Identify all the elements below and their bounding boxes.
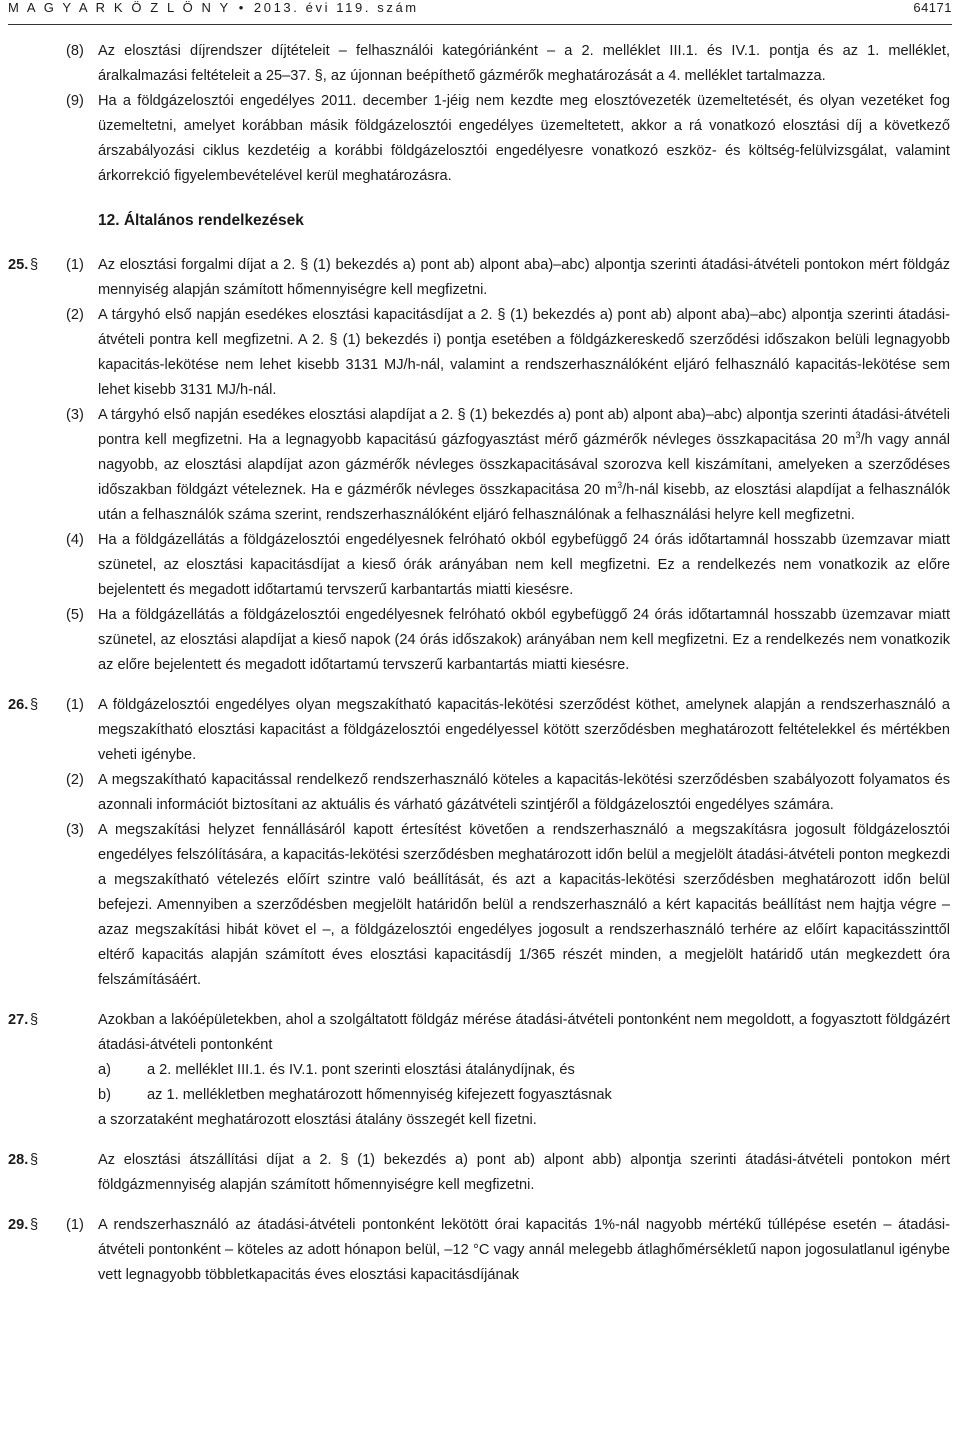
- paragraph-text: az 1. mellékletben meghatározott hőmennyiség kifejezett fogyasztásnak: [147, 1087, 612, 1103]
- subsection: [0, 818, 960, 993]
- paragraph-text: A megszakítható kapacitással rendelkező rendszerhasználó köteles a kapacitás-lekötési szerződésben szabályozott folyamatos és azonnali információt biztosítani az aktuális és várható gázátvételi szintjéről a földgázelosztói engedélyes számára.: [98, 772, 950, 813]
- section-symbol: §: [30, 1217, 39, 1233]
- page-number: 64171: [913, 0, 952, 15]
- running-header: [8, 0, 952, 26]
- subsection-number: (3): [66, 407, 84, 423]
- paragraph-text: Az elosztási díjrendszer díjtételeit – felhasználói kategóriánként – a 2. melléklet III.1. és IV.1. pontja és az 1. melléklet, áralkalmazási feltételeit a 25–37. §, az újonnan beépíthető gázmérők meghatározását a 4. melléklet tartalmazza.: [98, 43, 950, 84]
- subsection: [0, 303, 960, 403]
- list-item: [0, 1058, 960, 1083]
- section-number: 29.: [8, 1217, 29, 1233]
- list-label: a): [98, 1062, 111, 1078]
- subsection: [0, 403, 960, 528]
- subsection: [0, 253, 960, 303]
- paragraph-text: a 2. melléklet III.1. és IV.1. pont szerinti elosztási átalánydíjnak, és: [147, 1062, 575, 1078]
- subsection: [0, 39, 960, 89]
- subsection: [0, 603, 960, 678]
- list-label: b): [98, 1087, 111, 1103]
- section-symbol: §: [30, 257, 39, 273]
- superscript: 3: [855, 430, 861, 441]
- issue-number: 2013. évi 119. szám: [253, 0, 419, 15]
- subsection: [0, 693, 960, 768]
- paragraph-text: A rendszerhasználó az átadási-átvételi pontonként lekötött órai kapacitás 1%-nál nagyobb mértékű túllépése esetén – átadási-átvételi pontonként – köteles az adott hónapon belül, –12 °C vagy annál melegebb átlaghőmérsékletű napon jogosulatlanul igénybe vett legnagyobb többletkapacitás éves elosztási kapacitásdíjának: [98, 1217, 950, 1283]
- subsection-text: [98, 407, 950, 523]
- paragraph-text: a szorzataként meghatározott elosztási átalány összegét kell fizetni.: [98, 1112, 537, 1128]
- section-symbol: §: [30, 697, 39, 713]
- header-left: [8, 0, 419, 15]
- subsection-number: (1): [66, 257, 84, 273]
- superscript: 3: [617, 480, 623, 491]
- section-number: 27.: [8, 1012, 29, 1028]
- text-run: /h vagy annál nagyobb, az elosztási alapdíjat azon gázmérők névleges összkapacitásával szorozva kell kiszámítani, amelyeken a szerződéses időszakban földgázt vételeznek. Ha e gázmérők névleges összkapacitása 20 m: [98, 432, 950, 498]
- paragraph-text: Ha a földgázelosztói engedélyes 2011. december 1-jéig nem kezdte meg elosztóvezeték üzemeltetését, és olyan vezetéket fog üzemeltetni, amelyet korábban másik földgázelosztói engedélyes üzemeltetett, akkor a rá vonatkozó elosztási díj a következő árszabályozási ciklus kezdetéig a korábbi földgázelosztói engedélyesre vonatkozó eszköz- és költség-felülvizsgálat, valamint árkorrekció figyelembevételével kerül meghatározásra.: [98, 93, 950, 184]
- paragraph-text: Ha a földgázellátás a földgázelosztói engedélyesnek felróható okból egybefüggő 24 órás időtartamnál hosszabb üzemzavar miatt szünetel, az elosztási kapacitásdíjat a kieső órák arányában nem kell megfizetni. Ez a rendelkezés nem vonatkozik az előre bejelentett és megadott időtartamú tervszerű karbantartás miatti kiesésre.: [98, 532, 950, 598]
- paragraph: [0, 1008, 960, 1058]
- document-body: [0, 39, 960, 1288]
- section-spacer: [0, 678, 960, 693]
- subsection-number: (5): [66, 607, 84, 623]
- section-number: 26.: [8, 697, 29, 713]
- section-heading: 12. Általános rendelkezések: [98, 212, 304, 229]
- section-spacer: [0, 1198, 960, 1213]
- subsection-number: (1): [66, 697, 84, 713]
- subsection: [0, 528, 960, 603]
- subsection-number: (9): [66, 93, 84, 109]
- text-run: A tárgyhó első napján esedékes elosztási alapdíjat a 2. § (1) bekezdés a) pont ab) alpont aba)–abc) alpontja szerinti átadási-átvételi pontra kell megfizetni. Ha a legnagyobb kapacitású gázfogyasztást mérő gázmérők névleges összkapacitása 20 m: [98, 407, 950, 448]
- paragraph: [0, 1148, 960, 1198]
- section-symbol: §: [30, 1012, 39, 1028]
- header-bullet: •: [238, 0, 246, 15]
- section-symbol: §: [30, 1152, 39, 1168]
- header-rule: [8, 24, 952, 25]
- subsection-number: (3): [66, 822, 84, 838]
- subsection: [0, 89, 960, 189]
- subsection-number: (2): [66, 307, 84, 323]
- paragraph-text: A földgázelosztói engedélyes olyan megszakítható kapacitás-lekötési szerződést köthet, amelynek alapján a rendszerhasználó a megszakítható elosztási kapacitást a földgázelosztói engedélyessel kötött szerződésben meghatározott feltételekkel és mértékben veheti igénybe.: [98, 697, 950, 763]
- paragraph-text: Azokban a lakóépületekben, ahol a szolgáltatott földgáz mérése átadási-átvételi pontonként nem megoldott, a fogyasztott földgázért átadási-átvételi pontonként: [98, 1012, 950, 1053]
- paragraph-text: A megszakítási helyzet fennállásáról kapott értesítést követően a rendszerhasználó a megszakításra jogosult földgázelosztói engedélyes felszólítására, a kapacitás-lekötési szerződésben meghatározott időn belül a megjelölt átadási-átvételi ponton megkezdi a megszakítható vételezés előírt szintre való beállítását, és azt a kapacitás-lekötési szerződésben meghatározott időn belül befejezi. Amennyiben a szerződésben megjelölt határidőn belül a rendszerhasználó a kért kapacitás beállítást nem hajtja végre – azaz megszakítási hibát követ el –, a földgázelosztói engedélyes jogosult a rendszerhasználó terhére az előírt kapacitásszinttől eltérő kapacitás alapján számított éves elosztási kapacitásdíj 1/365 részét minden, a megjelölt határidő után megkezdett óra felszámításáért.: [98, 822, 950, 988]
- section-number: 25.: [8, 257, 29, 273]
- paragraph-text: Az elosztási forgalmi díjat a 2. § (1) bekezdés a) pont ab) alpont aba)–abc) alpontja szerinti átadási-átvételi pontokon mért földgáz mennyiség alapján számított hőmennyiségre kell megfizetni.: [98, 257, 950, 298]
- paragraph-text: A tárgyhó első napján esedékes elosztási kapacitásdíjat a 2. § (1) bekezdés a) pont ab) alpont aba)–abc) alpontja szerinti átadási-átvételi pontra kell megfizetni. A 2. § (1) bekezdés i) pontja esetében a földgázkereskedő szerződési időszakon belüli legnagyobb kapacitás-lekötése nem lehet kisebb 3131 MJ/h-nál, valamint a rendszerhasználóként eljáró felhasználó kapacitás-lekötése sem lehet kisebb 3131 MJ/h-nál.: [98, 307, 950, 398]
- section-spacer: [0, 993, 960, 1008]
- paragraph: [0, 1108, 960, 1133]
- section-spacer: [0, 1133, 960, 1148]
- subsection-number: (2): [66, 772, 84, 788]
- subsection-number: (8): [66, 43, 84, 59]
- paragraph-text: Ha a földgázellátás a földgázelosztói engedélyesnek felróható okból egybefüggő 24 órás időtartamnál hosszabb üzemzavar miatt szünetel, az elosztási alapdíjat a kieső napok (24 órás időszakok) arányában nem kell megfizetni. Ez a rendelkezés nem vonatkozik az előre bejelentett és megadott időtartamú tervszerű karbantartás miatti kiesésre.: [98, 607, 950, 673]
- paragraph-text: Az elosztási átszállítási díjat a 2. § (1) bekezdés a) pont ab) alpont abb) alpontja szerinti átadási-átvételi pontokon mért földgázmennyiség alapján számított hőmennyiségre kell megfizetni.: [98, 1152, 950, 1193]
- text-run: /h-nál kisebb, az elosztási alapdíjat a felhasználók után a felhasználók száma szerint, rendszerhasználóként eljáró felhasználónak a felhasználási helyre kell megfizetni.: [98, 482, 951, 523]
- list-item: [0, 1083, 960, 1108]
- subsection: [0, 1213, 960, 1288]
- subsection-number: (1): [66, 1217, 84, 1233]
- subsection-number: (4): [66, 532, 84, 548]
- section-number: 28.: [8, 1152, 29, 1168]
- subsection: [0, 768, 960, 818]
- journal-title: M A G Y A R K Ö Z L Ö N Y: [8, 0, 231, 15]
